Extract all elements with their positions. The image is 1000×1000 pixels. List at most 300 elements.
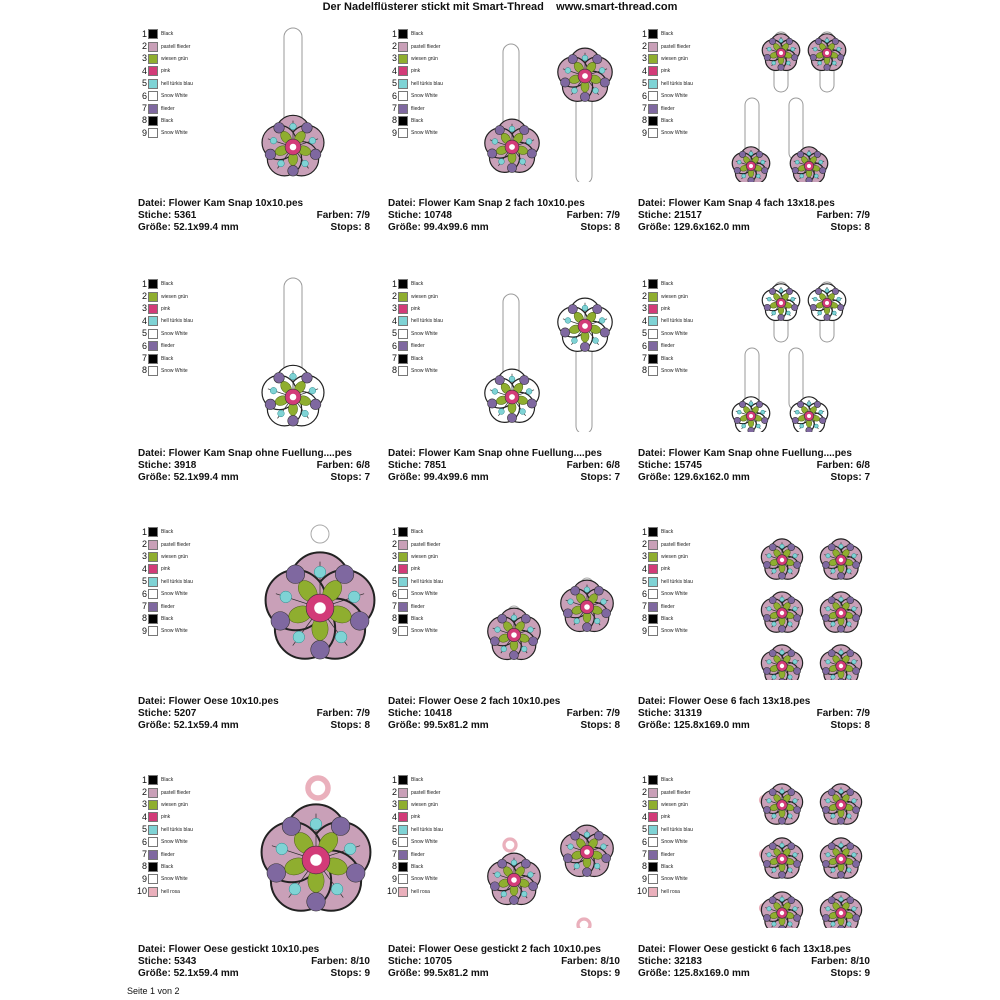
color-swatch [398,66,408,76]
thread-name: hell türkis blau [411,80,443,87]
thread-name: hell türkis blau [411,318,443,325]
color-swatch [398,887,408,897]
stops-label: Stops: [330,968,362,979]
file-value: Flower Kam Snap ohne Fuellung....pes [668,448,852,459]
thread-name: flieder [411,603,425,610]
thread-row [136,625,193,637]
embroidered-eyelet [308,778,328,798]
thread-row [386,563,443,575]
color-swatch [398,850,408,860]
size-value: 125.8x169.0 mm [673,968,750,979]
thread-palette [136,526,193,638]
thread-row [386,588,443,600]
design-preview [476,770,632,928]
thread-number: 3 [141,551,147,562]
thread-name: wiesen grün [161,55,188,62]
file-name [388,448,602,460]
thread-name: pink [411,68,421,75]
thread-number: 7 [641,849,647,860]
color-swatch [398,91,408,101]
file-value: Flower Oese 10x10.pes [168,696,279,707]
thread-name: Snow White [161,130,188,137]
flower-motif [262,804,371,911]
farben-value: 6/8 [606,460,620,471]
color-swatch [148,837,158,847]
size-label: Größe: [638,472,671,483]
thread-palette [386,526,443,638]
thread-row [636,340,693,352]
thread-name: pink [661,68,671,75]
thread-row [136,836,193,848]
file-name [138,944,319,956]
farben-label: Farben: [316,210,354,221]
flower-motif [761,645,802,680]
thread-row [136,538,193,550]
farben-label: Farben: [816,210,854,221]
thread-row [636,799,693,811]
thread-name: pink [411,814,421,821]
size-row [388,968,620,980]
flower-motif [761,838,802,878]
stitches-label: Stiche: [388,956,422,967]
color-swatch [648,116,658,126]
stops-value: 8 [614,720,620,731]
thread-row [386,53,443,65]
thread-row [136,328,193,340]
thread-row [636,563,693,575]
size-value: 129.6x162.0 mm [673,472,750,483]
stitches-label: Stiche: [638,210,672,221]
thread-number: 6 [641,588,647,599]
stops [331,720,370,732]
thread-row [386,65,443,77]
size [138,968,239,980]
color-swatch [398,279,408,289]
thread-row [136,127,193,139]
design-info [638,448,870,484]
thread-number: 5 [641,576,647,587]
thread-name: Black [161,281,174,288]
thread-row [386,811,443,823]
stops-label: Stops: [330,720,362,731]
thread-name: Snow White [161,367,188,374]
thread-name: Black [411,615,424,622]
file-name [638,944,851,956]
flower-motif [761,892,802,928]
thread-number: 1 [141,774,147,785]
thread-name: hell türkis blau [661,826,693,833]
color-swatch [398,862,408,872]
size-label: Größe: [638,968,671,979]
stitches [388,956,452,968]
thread-name: hell türkis blau [161,318,193,325]
thread-number: 6 [391,340,397,351]
thread-row [136,824,193,836]
size-value: 125.8x169.0 mm [673,720,750,731]
file-name [138,696,279,708]
stops [581,968,620,980]
thread-name: Snow White [661,839,688,846]
stitches [138,708,196,720]
size-label: Größe: [388,968,421,979]
size-row [138,222,370,234]
thread-number: 6 [141,836,147,847]
stitches-row [638,956,870,968]
stitches-label: Stiche: [388,460,422,471]
stops-value: 8 [864,720,870,731]
thread-name: Snow White [661,591,688,598]
thread-name: Black [661,281,674,288]
thread-name: Snow White [661,330,688,337]
thread-number: 5 [391,824,397,835]
color-swatch [148,304,158,314]
design-card [380,12,630,252]
thread-row [136,873,193,885]
stops-value: 8 [364,222,370,233]
file-label: Datei: [388,944,416,955]
file-value: Flower Kam Snap ohne Fuellung....pes [168,448,352,459]
file-row [638,696,870,708]
file-row [638,944,870,956]
farben-label: Farben: [316,460,354,471]
thread-row [636,102,693,114]
thread-number: 1 [641,278,647,289]
thread-row [636,65,693,77]
flower-motif [485,369,539,422]
thread-number: 5 [141,576,147,587]
thread-row [636,836,693,848]
thread-name: Black [411,31,424,38]
stops [331,968,370,980]
color-swatch [648,825,658,835]
thread-row [136,526,193,538]
color-swatch [648,329,658,339]
thread-number: 10 [136,886,147,897]
thread-number: 6 [391,836,397,847]
thread-name: flieder [411,851,425,858]
snap-tab [576,342,592,432]
thread-row [136,102,193,114]
farben-value: 6/8 [356,460,370,471]
color-swatch [398,812,408,822]
farben-value: 7/9 [606,708,620,719]
flower-motif [262,365,324,426]
thread-palette [386,278,443,377]
thread-name: Snow White [411,93,438,100]
thread-number: 10 [636,886,647,897]
thread-row [636,28,693,40]
thread-number: 4 [391,65,397,76]
stops-label: Stops: [580,720,612,731]
file-label: Datei: [638,944,666,955]
color-swatch [398,540,408,550]
design-info [138,448,370,484]
thread-row [386,824,443,836]
thread-row [636,576,693,588]
thread-number: 1 [141,526,147,537]
size-row [638,222,870,234]
thread-number: 5 [141,78,147,89]
thread-name: flieder [411,343,425,350]
thread-number: 1 [391,774,397,785]
thread-name: Snow White [161,330,188,337]
thread-name: pastell flieder [161,43,191,50]
thread-name: flieder [411,105,425,112]
thread-row [136,365,193,377]
stitches-value: 5343 [174,956,197,967]
flower-motif [762,284,800,321]
thread-number: 5 [641,824,647,835]
stitches-value: 10705 [424,956,452,967]
stitches-label: Stiche: [388,708,422,719]
thread-name: pink [161,566,171,573]
thread-name: pink [661,814,671,821]
thread-name: Snow White [161,93,188,100]
design-card [630,510,880,750]
farben-value: 7/9 [356,210,370,221]
file-label: Datei: [388,696,416,707]
design-card [630,758,880,998]
design-card [130,758,380,998]
color-swatch [148,589,158,599]
design-preview [226,770,382,928]
size-label: Größe: [138,968,171,979]
stops-label: Stops: [330,472,362,483]
thread-row [636,328,693,340]
flower-motif [488,608,541,660]
color-swatch [398,104,408,114]
file-value: Flower Kam Snap ohne Fuellung....pes [418,448,602,459]
stops [581,222,620,234]
thread-number: 7 [641,353,647,364]
thread-row [386,836,443,848]
size-row [388,222,620,234]
thread-number: 8 [391,861,397,872]
color-swatch [148,279,158,289]
thread-row [386,328,443,340]
thread-name: pastell flieder [161,789,191,796]
file-row [638,448,870,460]
thread-row [386,848,443,860]
file-name [638,198,835,210]
color-swatch [648,128,658,138]
color-swatch [148,775,158,785]
flower-motif [266,552,375,659]
stops-label: Stops: [830,222,862,233]
thread-name: Black [411,117,424,124]
thread-name: hell türkis blau [661,80,693,87]
thread-number: 7 [141,601,147,612]
thread-name: pink [161,814,171,821]
color-swatch [648,279,658,289]
thread-row [636,127,693,139]
stops [581,720,620,732]
thread-name: pink [661,566,671,573]
stitches-row [138,708,370,720]
thread-row [386,576,443,588]
stops [331,472,370,484]
size-value: 52.1x99.4 mm [173,472,239,483]
size-row [638,720,870,732]
thread-number: 8 [141,365,147,376]
design-card [630,12,880,252]
file-label: Datei: [138,198,166,209]
thread-row [136,78,193,90]
design-preview [726,274,882,432]
stitches-value: 5207 [174,708,197,719]
thread-name: Black [411,355,424,362]
stitches-value: 7851 [424,460,447,471]
design-preview [726,24,882,182]
color-swatch [398,602,408,612]
thread-name: Snow White [661,876,688,883]
thread-number: 4 [141,315,147,326]
size [388,222,489,234]
thread-name: Black [411,281,424,288]
thread-name: hell türkis blau [161,80,193,87]
file-row [388,198,620,210]
thread-name: Black [161,863,174,870]
thread-name: Black [411,529,424,536]
embroidered-eyelet [578,919,590,928]
size-label: Größe: [388,472,421,483]
thread-row [136,53,193,65]
thread-row [636,551,693,563]
thread-number: 3 [391,53,397,64]
color-swatch [648,29,658,39]
stops-label: Stops: [330,222,362,233]
flower-motif [820,645,861,680]
flower-motif [561,825,614,877]
thread-number: 4 [141,65,147,76]
color-swatch [398,128,408,138]
file-label: Datei: [638,198,666,209]
color-swatch [648,862,658,872]
color-swatch [398,589,408,599]
thread-row [636,613,693,625]
file-label: Datei: [638,448,666,459]
thread-row [386,40,443,52]
thread-row [136,786,193,798]
stitches-value: 3918 [174,460,197,471]
color-swatch [148,552,158,562]
thread-number: 1 [141,28,147,39]
thread-name: Black [411,777,424,784]
thread-number: 2 [641,291,647,302]
color-swatch [398,527,408,537]
stitches-label: Stiche: [638,956,672,967]
thread-number: 5 [141,824,147,835]
thread-row [136,588,193,600]
thread-name: flieder [661,603,675,610]
size [388,968,489,980]
size-value: 52.1x99.4 mm [173,222,239,233]
color-swatch [148,788,158,798]
farben [317,708,370,720]
thread-name: wiesen grün [661,553,688,560]
color-swatch [148,577,158,587]
file-value: Flower Oese gestickt 10x10.pes [168,944,320,955]
stops [581,472,620,484]
color-swatch [648,354,658,364]
color-swatch [648,589,658,599]
size-row [138,472,370,484]
farben-value: 7/9 [856,708,870,719]
stitches [138,210,196,222]
size [388,472,489,484]
stitches-label: Stiche: [638,708,672,719]
thread-row [136,278,193,290]
design-card [130,12,380,252]
thread-number: 2 [391,41,397,52]
stitches-row [138,956,370,968]
stitches-row [638,210,870,222]
thread-name: Black [411,863,424,870]
thread-row [136,563,193,575]
file-name [388,944,601,956]
thread-number: 9 [391,625,397,636]
thread-name: flieder [161,851,175,858]
size-label: Größe: [138,222,171,233]
size-label: Größe: [138,472,171,483]
flower-motif [820,539,861,579]
color-swatch [648,577,658,587]
design-preview [476,522,632,680]
file-label: Datei: [638,696,666,707]
thread-row [136,551,193,563]
file-row [138,696,370,708]
thread-row [386,365,443,377]
size-row [388,720,620,732]
stops-value: 8 [364,720,370,731]
thread-name: pastell flieder [411,789,441,796]
size [138,472,239,484]
thread-name: flieder [661,105,675,112]
thread-row [636,40,693,52]
thread-name: hell rosa [661,888,680,895]
thread-name: wiesen grün [411,293,438,300]
file-name [638,448,852,460]
color-swatch [148,329,158,339]
color-swatch [648,79,658,89]
thread-row [386,28,443,40]
stitches-value: 10748 [424,210,452,221]
thread-name: hell türkis blau [161,826,193,833]
color-swatch [648,91,658,101]
thread-name: wiesen grün [661,801,688,808]
stitches-row [138,210,370,222]
design-card [380,262,630,502]
stitches-row [138,460,370,472]
thread-number: 4 [391,563,397,574]
stitches-value: 32183 [674,956,702,967]
file-row [388,448,620,460]
stitches [138,956,196,968]
thread-name: Snow White [161,876,188,883]
farben-label: Farben: [566,708,604,719]
design-info [388,198,620,234]
thread-name: pastell flieder [661,43,691,50]
thread-number: 3 [641,551,647,562]
thread-row [386,278,443,290]
thread-row [386,886,443,898]
color-swatch [148,527,158,537]
thread-row [636,774,693,786]
thread-name: Snow White [411,367,438,374]
thread-number: 2 [141,291,147,302]
thread-row [136,613,193,625]
thread-name: pink [411,305,421,312]
